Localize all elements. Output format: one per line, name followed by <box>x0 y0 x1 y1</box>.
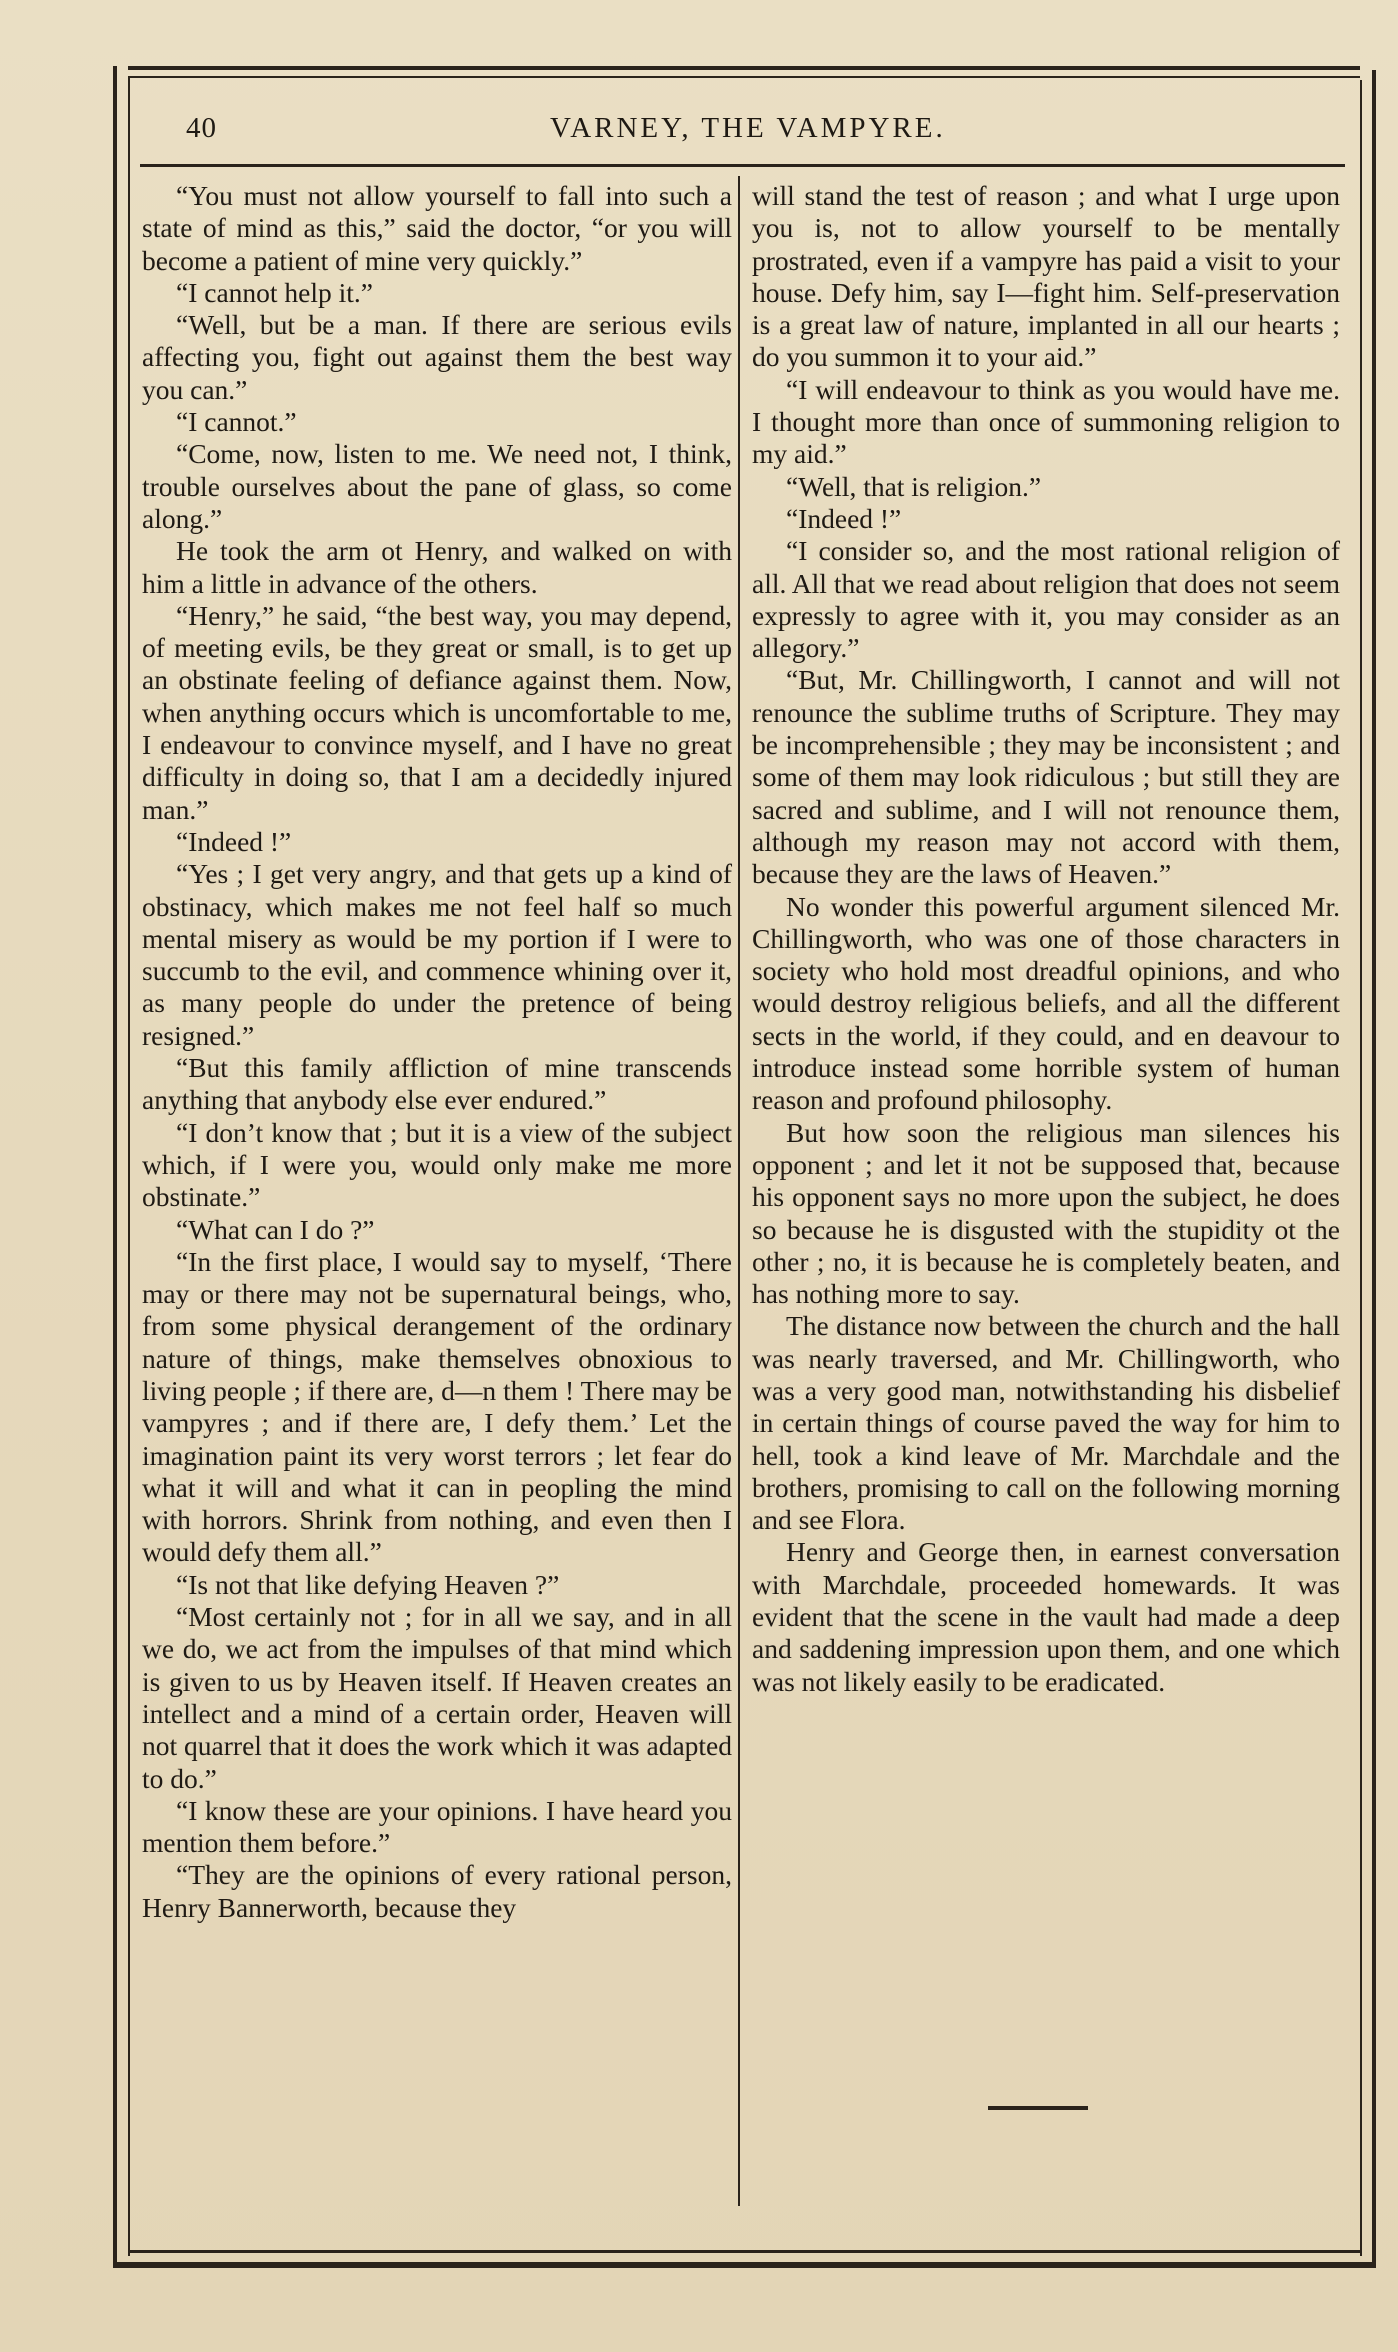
paragraph: “Well, but be a man. If there are serious evils affecting you, fight out against them the best way you can.” <box>142 309 732 405</box>
page-header <box>140 112 1345 156</box>
paragraph: “But, Mr. Chillingworth, I cannot and will not renounce the sublime truths of Scripture. They may be incomprehensible ; they may be inconsistent ; and some of them may look ridiculous ; but still they are sacred and sublime, and I will not renounce them, although my reason may not accord with them, because they are the laws of Heaven.” <box>752 664 1340 890</box>
paragraph: “Most certainly not ; for in all we say, and in all we do, we act from the impulses of that mind which is given to us by Heaven itself. If Heaven creates an intellect and a mind of a certain order, Heaven will not quarrel that it does the work which it was adapted to do.” <box>142 1601 732 1794</box>
paragraph: “Come, now, listen to me. We need not, I think, trouble ourselves about the pane of glass, so come along.” <box>142 438 732 534</box>
paragraph: “I cannot.” <box>176 406 297 438</box>
paragraph: “I will endeavour to think as you would have me. I thought more than once of summoning religion to my aid.” <box>752 373 1340 470</box>
paragraph: “Yes ; I get very angry, and that gets up a kind of obstinacy, which makes me not feel half so much mental misery as would be my portion if I were to succumb to the evil, and commence whining over it, as many people do under the pretence of being resigned.” <box>142 858 732 1051</box>
bottom-border-inner-rule <box>128 2250 1360 2253</box>
right-border-inner-rule <box>1360 80 1362 2256</box>
paragraph: No wonder this powerful argument silenced Mr. Chillingworth, who was one of those characters in society who hold most dreadful opinions, and who would destroy religious beliefs, and all the different sects in the world, if they could, and en deavour to introduce instead some horrible system of human reason and profound philosophy. <box>752 890 1340 1116</box>
bottom-border-rule <box>113 2262 1376 2268</box>
paragraph: But how soon the religious man silences his opponent ; and let it not be supposed that, because his opponent says no more upon the subject, he does so because he is disgusted with the stupidity ot the other ; no, it is because he is completely beaten, and has nothing more to say. <box>752 1116 1340 1310</box>
paragraph: “In the first place, I would say to myself, ‘There may or there may not be supernatural beings, who, from some physical derangement of the ordinary nature of things, make themselves obnoxious to living people ; if there are, d—n them ! There may be vampyres ; and if there are, I defy them.’ Let the imagination paint its very worst terrors ; let fear do what it will and what it can in peopling the mind with horrors. Shrink from nothing, and even then I would defy them all.” <box>142 1245 732 1568</box>
right-column <box>752 180 1340 1698</box>
section-end-rule <box>988 2106 1088 2110</box>
page-number: 40 <box>186 112 217 144</box>
header-rule <box>140 164 1345 167</box>
paragraph: The distance now between the church and the hall was nearly traversed, and Mr. Chillingworth, who was a very good man, notwithstanding his disbelief in certain things of course paved the way for him to hell, took a kind leave of Mr. Marchdale and the brothers, promising to call on the following morning and see Flora. <box>752 1310 1340 1536</box>
top-border-inner-rule <box>128 76 1360 78</box>
running-title: VARNEY, THE VAMPYRE. <box>550 112 946 144</box>
paragraph: “I don’t know that ; but it is a view of the subject which, if I were you, would only make me more obstinate.” <box>142 1116 732 1213</box>
paragraph: “What can I do ?” <box>176 1213 375 1245</box>
right-border-rule <box>1372 70 1376 2266</box>
paragraph: “Well, that is religion.” <box>786 470 1042 502</box>
column-divider <box>738 176 740 2206</box>
paragraph: “Henry,” he said, “the best way, you may depend, of meeting evils, be they great or small, is to get up an obstinate feeling of defiance against them. Now, when anything occurs which is uncomfortable to me, I endeavour to convince myself, and I have no great difficulty in doing so, that I am a decidedly injured man.” <box>142 599 732 825</box>
left-column <box>142 180 732 1924</box>
paragraph: “They are the opinions of every rational person, Henry Bannerworth, because they <box>142 1859 732 1923</box>
left-border-inner-rule <box>128 76 130 2256</box>
continued-paragraph: will stand the test of reason ; and what I urge upon you is, not to allow yourself to be mentally prostrated, even if a vampyre has paid a visit to your house. Defy him, say I—fight him. Self-preservation is a great law of nature, implanted in all our hearts ; do you summon it to your aid.” <box>752 180 1340 373</box>
paragraph: Henry and George then, in earnest conversation with Marchdale, proceeded homewards. It was evident that the scene in the vault had made a deep and saddening impression upon them, and one which was not likely easily to be eradicated. <box>752 1536 1340 1697</box>
paragraph: “Indeed !” <box>786 502 902 534</box>
paragraph: He took the arm ot Henry, and walked on with him a little in advance of the others. <box>142 535 732 599</box>
paragraph: “I consider so, and the most rational religion of all. All that we read about religion that does not seem expressly to agree with it, you may consider as an allegory.” <box>752 535 1340 664</box>
paragraph: “But this family affliction of mine transcends anything that anybody else ever endured.” <box>142 1052 732 1116</box>
left-border-rule <box>113 66 117 2266</box>
paragraph: “Indeed !” <box>176 825 292 857</box>
top-border-rule <box>128 66 1360 70</box>
paragraph: “I know these are your opinions. I have heard you mention them before.” <box>142 1794 732 1859</box>
paragraph: “I cannot help it.” <box>176 276 373 308</box>
paragraph: “Is not that like defying Heaven ?” <box>176 1568 560 1600</box>
paragraph: “You must not allow yourself to fall into such a state of mind as this,” said the doctor, “or you will become a patient of mine very quickly.” <box>142 180 732 276</box>
